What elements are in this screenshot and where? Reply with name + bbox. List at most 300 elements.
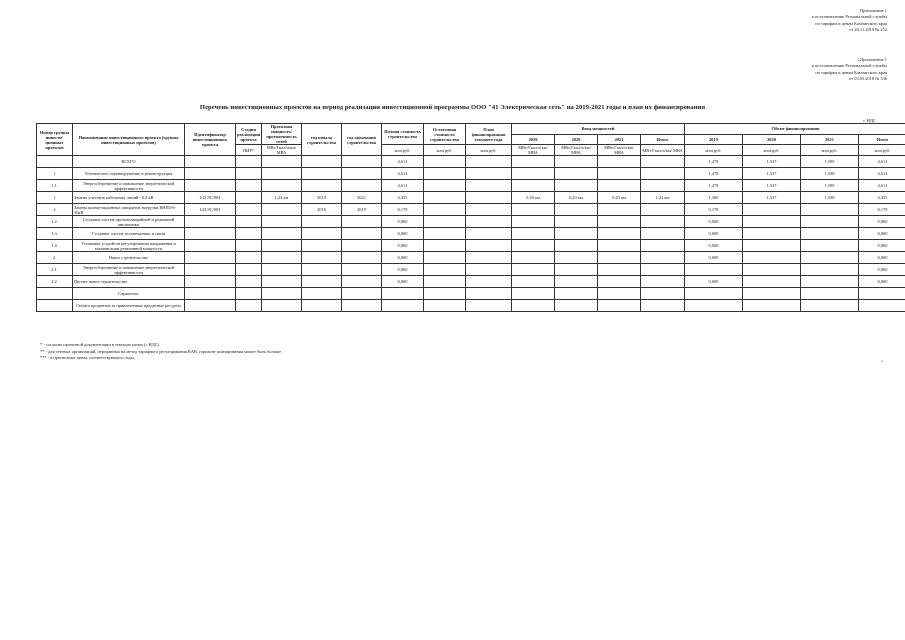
row-plan-current (466, 288, 512, 300)
row-ci-total (641, 288, 685, 300)
row-capacity (262, 300, 302, 312)
unit-ci-2020: МВт/Гкал/ч/км/ МВА (555, 145, 598, 156)
row-ci-2020 (555, 240, 598, 252)
row-name: Энергосбережение и повышение энергетической эффективности (73, 180, 185, 192)
row-capacity (262, 264, 302, 276)
row-stage (236, 276, 262, 288)
row-full-cost (382, 288, 424, 300)
row-plan-current (466, 204, 512, 216)
table-body (37, 156, 905, 312)
row-capacity: 1,24 км (262, 192, 302, 204)
row-name: Установка устройств регулирования напряжения и компенсации реактивной мощности (73, 240, 185, 252)
footnotes (40, 342, 281, 362)
row-ci-2020 (555, 156, 598, 168)
row-ci-2021 (598, 216, 641, 228)
row-ci-2020 (555, 252, 598, 264)
row-ci-2020: 0,43 км (555, 192, 598, 204)
col-header-plan-current: План финансирования текущего года (466, 124, 512, 145)
row-f-2020 (743, 216, 801, 228)
row-f-total (859, 300, 905, 312)
row-end-year: 2019 (342, 204, 382, 216)
row-plan-current (466, 180, 512, 192)
row-f-2020 (743, 240, 801, 252)
row-ci-2021 (598, 168, 641, 180)
col-header-ci-2019: 2019 (512, 134, 555, 145)
row-id (185, 276, 236, 288)
row-end-year (342, 252, 382, 264)
row-f-total (859, 288, 905, 300)
row-f-2019: 1,478 (685, 168, 743, 180)
row-start-year (302, 252, 342, 264)
row-capacity (262, 156, 302, 168)
row-ci-2019 (512, 180, 555, 192)
row-ci-total (641, 204, 685, 216)
row-id (185, 216, 236, 228)
row-num (37, 300, 73, 312)
table-row (37, 288, 905, 300)
row-f-2020 (743, 264, 801, 276)
col-header-f-2020: 2020 (743, 134, 801, 145)
row-num (37, 288, 73, 300)
unit-f-2021: млн.руб. (801, 145, 859, 156)
row-ci-2019: 0,38 км (512, 192, 555, 204)
row-name: Замена коммутационных аппаратов нагрузки ВНП3-6-10кВ (73, 204, 185, 216)
row-name: ВСЕГО (73, 156, 185, 168)
col-header-ci-2021: 2021 (598, 134, 641, 145)
row-f-2019: 0,000 (685, 276, 743, 288)
row-end-year: 2021 (342, 192, 382, 204)
row-ci-total (641, 228, 685, 240)
row-full-cost: 4,612 (382, 180, 424, 192)
row-ci-total (641, 180, 685, 192)
row-plan-current (466, 168, 512, 180)
row-ci-2019 (512, 300, 555, 312)
row-ci-2019 (512, 288, 555, 300)
row-f-total: 4,612 (859, 156, 905, 168)
row-id (185, 300, 236, 312)
row-num: 1.2. (37, 216, 73, 228)
row-remaining-cost (424, 264, 466, 276)
row-end-year (342, 276, 382, 288)
col-header-financing-volume: Объем финансирования (685, 124, 905, 135)
row-f-2020: 1,537 (743, 168, 801, 180)
row-stage (236, 180, 262, 192)
row-remaining-cost (424, 288, 466, 300)
row-ci-2021 (598, 228, 641, 240)
row-f-2019: 0,000 (685, 252, 743, 264)
row-num: 2.2. (37, 276, 73, 288)
row-ci-2021 (598, 264, 641, 276)
row-ci-2020 (555, 204, 598, 216)
row-name: Замена участков кабельных линий - 0,4 кВ (73, 192, 185, 204)
row-capacity (262, 288, 302, 300)
row-start-year (302, 156, 342, 168)
row-f-2019 (685, 288, 743, 300)
footnote: ** - для сетевых организаций, переданных на метод тарифного регулирования RAB, горизонт планирования может быть больше (40, 348, 282, 354)
row-stage (236, 192, 262, 204)
row-id (185, 252, 236, 264)
unit-ci-2021: МВт/Гкал/ч/км/ МВА (598, 145, 641, 156)
row-ci-2021 (598, 180, 641, 192)
table-row (37, 264, 905, 276)
row-ci-total: 1,24 км (641, 192, 685, 204)
row-f-total: 0,000 (859, 264, 905, 276)
unit-f-total: млн.руб. (859, 145, 905, 156)
col-header-num: Номер группы инвести-ционных проектов (37, 124, 73, 156)
row-plan-current (466, 216, 512, 228)
row-f-2020: 1,537 (743, 180, 801, 192)
row-plan-current (466, 228, 512, 240)
col-header-capacity-input: Ввод мощностей (512, 124, 685, 135)
row-f-2019 (685, 300, 743, 312)
row-f-2021 (801, 264, 859, 276)
row-f-2021: 1,598 (801, 192, 859, 204)
row-capacity (262, 276, 302, 288)
row-stage (236, 264, 262, 276)
row-plan-current (466, 264, 512, 276)
row-f-total: 0,178 (859, 204, 905, 216)
row-remaining-cost (424, 252, 466, 264)
row-full-cost: 0,000 (382, 264, 424, 276)
row-id: I/41ЭС/003 (185, 204, 236, 216)
col-header-end-year: год окончания строительства (342, 124, 382, 156)
row-id (185, 156, 236, 168)
row-ci-2021: 0,43 км (598, 192, 641, 204)
row-start-year: 2019 (302, 192, 342, 204)
row-f-total: 4,435 (859, 192, 905, 204)
row-name: Создание систем противоаварийной и режимной автоматики (73, 216, 185, 228)
table-row (37, 180, 905, 192)
row-ci-2019 (512, 240, 555, 252)
row-full-cost: 0,000 (382, 252, 424, 264)
row-stage (236, 300, 262, 312)
row-start-year (302, 240, 342, 252)
row-start-year (302, 300, 342, 312)
row-id (185, 228, 236, 240)
row-full-cost (382, 300, 424, 312)
row-f-2021 (801, 216, 859, 228)
row-ci-2019 (512, 252, 555, 264)
col-header-start-year: год начала строительства (302, 124, 342, 156)
col-header-ci-2020: 2020 (555, 134, 598, 145)
row-f-2020 (743, 228, 801, 240)
table-row (37, 228, 905, 240)
row-remaining-cost (424, 300, 466, 312)
row-start-year (302, 180, 342, 192)
unit-plan-current: млн.руб. (466, 145, 512, 156)
header-top-line: по тарифам и ценам Камчатского края (815, 20, 887, 26)
row-id (185, 168, 236, 180)
row-ci-total (641, 276, 685, 288)
header-second-line: «Приложение 1 (857, 57, 887, 62)
row-f-total: 0,000 (859, 276, 905, 288)
row-end-year (342, 180, 382, 192)
row-f-total: 0,000 (859, 240, 905, 252)
row-id (185, 264, 236, 276)
row-num: 1.1. (37, 180, 73, 192)
row-start-year (302, 216, 342, 228)
row-plan-current (466, 156, 512, 168)
row-num: 1 (37, 168, 73, 180)
row-capacity (262, 204, 302, 216)
table-row (37, 168, 905, 180)
row-ci-total (641, 252, 685, 264)
row-ci-2020 (555, 228, 598, 240)
row-end-year (342, 288, 382, 300)
row-f-2019: 1,478 (685, 180, 743, 192)
row-stage (236, 204, 262, 216)
row-f-2020 (743, 252, 801, 264)
row-f-2021 (801, 300, 859, 312)
row-num: 1.4. (37, 240, 73, 252)
unit-full-cost: млн.руб. (382, 145, 424, 156)
row-f-2020 (743, 300, 801, 312)
row-end-year (342, 228, 382, 240)
header-second-line: от 03.05.2018 № 336 (849, 75, 887, 81)
col-header-name: Наименование инвестиционного проекта (группы инвестиционных проектов) (73, 124, 185, 156)
row-start-year (302, 288, 342, 300)
row-ci-2019 (512, 204, 555, 216)
unit-ci-total: МВт/Гкал/ч/км/ МВА (641, 145, 685, 156)
unit-stage: ПИР* (236, 145, 262, 156)
row-stage (236, 156, 262, 168)
row-full-cost: 4,612 (382, 156, 424, 168)
table-row (37, 192, 905, 204)
table-row (37, 276, 905, 288)
row-f-2020 (743, 276, 801, 288)
row-stage (236, 228, 262, 240)
footnote: * - согласно проектной документации в текущих ценах (с НДС) (40, 342, 160, 347)
col-header-ci-total: Итого (641, 134, 685, 145)
row-ci-2020 (555, 300, 598, 312)
row-remaining-cost (424, 168, 466, 180)
header-second-line: к постановлению Региональной службы (811, 63, 887, 69)
footnote: *** - в прогнозных ценах соответствующего года» (40, 355, 135, 361)
col-header-id: Идентификатор инвестиционного проекта (185, 124, 236, 156)
row-end-year (342, 300, 382, 312)
row-num: 2 (37, 204, 73, 216)
row-ci-2021 (598, 252, 641, 264)
row-f-2019 (685, 264, 743, 276)
row-ci-2019 (512, 228, 555, 240)
row-ci-total (641, 156, 685, 168)
row-name: Оплата процентов за привлеченные кредитные ресурсы (73, 300, 185, 312)
row-ci-2020 (555, 180, 598, 192)
table-row (37, 216, 905, 228)
row-remaining-cost (424, 228, 466, 240)
row-f-2021 (801, 252, 859, 264)
header-previous-approval-block (737, 57, 887, 82)
row-plan-current (466, 192, 512, 204)
row-ci-total (641, 264, 685, 276)
row-f-total: 4,612 (859, 180, 905, 192)
row-ci-2020 (555, 168, 598, 180)
row-ci-total (641, 240, 685, 252)
row-ci-2020 (555, 288, 598, 300)
row-remaining-cost (424, 180, 466, 192)
row-num: 2.1. (37, 264, 73, 276)
row-name: Энергосбережение и повышение энергетической эффективности (73, 264, 185, 276)
row-capacity (262, 228, 302, 240)
row-f-2020: 1,537 (743, 156, 801, 168)
row-start-year (302, 228, 342, 240)
unit-ci-2019: МВт/Гкал/ч/км/ МВА (512, 145, 555, 156)
row-remaining-cost (424, 204, 466, 216)
row-id (185, 180, 236, 192)
row-ci-total (641, 168, 685, 180)
row-start-year (302, 168, 342, 180)
row-f-2019: 0,000 (685, 240, 743, 252)
row-stage (236, 252, 262, 264)
row-f-total: 0,000 (859, 216, 905, 228)
row-capacity (262, 180, 302, 192)
table-row (37, 156, 905, 168)
row-ci-2021 (598, 300, 641, 312)
row-ci-2020 (555, 216, 598, 228)
row-start-year (302, 264, 342, 276)
row-name: Техническое перевооружение и реконструкция (73, 168, 185, 180)
header-top-line: к постановлению Региональной службы (811, 14, 887, 20)
row-stage (236, 168, 262, 180)
row-ci-total (641, 300, 685, 312)
row-full-cost: 0,000 (382, 228, 424, 240)
row-ci-2020 (555, 276, 598, 288)
row-ci-2020 (555, 264, 598, 276)
row-f-2021: 1,598 (801, 156, 859, 168)
table-row (37, 240, 905, 252)
col-header-f-total: Итого (859, 134, 905, 145)
row-full-cost: 4,612 (382, 168, 424, 180)
row-ci-2019 (512, 276, 555, 288)
row-remaining-cost (424, 240, 466, 252)
col-header-remaining-cost: Остаточная стоимость строительства (424, 124, 466, 145)
row-num: 1 (37, 192, 73, 204)
row-ci-2021 (598, 204, 641, 216)
col-header-f-2021: 2021 (801, 134, 859, 145)
investment-projects-table (36, 123, 905, 312)
row-remaining-cost (424, 216, 466, 228)
row-plan-current (466, 300, 512, 312)
row-num: 1.3. (37, 228, 73, 240)
table-header (37, 124, 905, 156)
col-header-full-cost: Полная стоимость строительства (382, 124, 424, 145)
row-ci-2019 (512, 216, 555, 228)
row-f-2019: 0,178 (685, 204, 743, 216)
row-ci-2019 (512, 156, 555, 168)
row-f-total: 0,000 (859, 228, 905, 240)
unit-remaining-cost: млн.руб. (424, 145, 466, 156)
row-full-cost: 0,000 (382, 240, 424, 252)
row-stage (236, 216, 262, 228)
header-top-line: Приложение 1 (860, 8, 887, 13)
row-num: 2. (37, 252, 73, 264)
row-name: Справочно: (73, 288, 185, 300)
row-num (37, 156, 73, 168)
row-f-2019: 0,000 (685, 228, 743, 240)
document-title: Перечень инвестиционных проектов на период реализации инвестиционной программы ООО "41 Электрическая сеть" на 2019-2021 годы и план их финансирования (199, 104, 706, 111)
row-capacity (262, 252, 302, 264)
row-ci-2019 (512, 264, 555, 276)
row-plan-current (466, 252, 512, 264)
row-end-year (342, 216, 382, 228)
row-stage (236, 288, 262, 300)
row-f-2021 (801, 288, 859, 300)
header-approval-block (737, 8, 887, 33)
row-f-2020: 1,537 (743, 192, 801, 204)
row-plan-current (466, 276, 512, 288)
row-capacity (262, 216, 302, 228)
row-end-year (342, 264, 382, 276)
row-ci-2019 (512, 168, 555, 180)
header-second-line: по тарифам и ценам Камчатского края (815, 69, 887, 75)
row-f-2019: 1,478 (685, 156, 743, 168)
row-f-2021: 1,598 (801, 180, 859, 192)
row-ci-2021 (598, 276, 641, 288)
row-ci-2021 (598, 288, 641, 300)
row-f-total: 4,612 (859, 168, 905, 180)
row-id: I/41ЭС/004 (185, 192, 236, 204)
unit-f-2020: млн.руб. (743, 145, 801, 156)
row-f-2021 (801, 276, 859, 288)
unit-label: с НДС (863, 118, 876, 123)
row-end-year (342, 156, 382, 168)
row-name: Создание систем телемеханики и связи (73, 228, 185, 240)
row-start-year: 2016 (302, 204, 342, 216)
row-plan-current (466, 240, 512, 252)
row-start-year (302, 276, 342, 288)
row-f-2019: 1,300 (685, 192, 743, 204)
row-capacity (262, 168, 302, 180)
row-stage (236, 240, 262, 252)
row-full-cost: 0,000 (382, 216, 424, 228)
row-f-2021 (801, 240, 859, 252)
row-ci-2021 (598, 240, 641, 252)
col-header-f-2019: 2019 (685, 134, 743, 145)
row-ci-total (641, 216, 685, 228)
row-f-total: 0,000 (859, 252, 905, 264)
row-capacity (262, 240, 302, 252)
row-remaining-cost (424, 192, 466, 204)
row-f-2021: 1,598 (801, 168, 859, 180)
row-f-2021 (801, 204, 859, 216)
unit-capacity: МВт/Гкал/ч/км/ МВА (262, 145, 302, 156)
row-name: Прочее новое строительство (73, 276, 185, 288)
row-name: Новое строительство (73, 252, 185, 264)
row-id (185, 288, 236, 300)
header-top-line: от 20.11.2019 № 252 (849, 26, 887, 32)
row-end-year (342, 168, 382, 180)
unit-f-2019: млн.руб. (685, 145, 743, 156)
row-f-2020 (743, 204, 801, 216)
row-remaining-cost (424, 156, 466, 168)
row-full-cost: 0,000 (382, 276, 424, 288)
table-row (37, 300, 905, 312)
col-header-capacity: Проектная мощность/ протяженность сетей (262, 124, 302, 145)
row-f-2019: 0,000 (685, 216, 743, 228)
table-row (37, 252, 905, 264)
col-header-stage: Стадия реализации проекта (236, 124, 262, 145)
row-f-2021 (801, 228, 859, 240)
row-ci-2021 (598, 156, 641, 168)
row-id (185, 240, 236, 252)
row-end-year (342, 240, 382, 252)
row-full-cost: 4,435 (382, 192, 424, 204)
row-full-cost: 0,178 (382, 204, 424, 216)
row-remaining-cost (424, 276, 466, 288)
closing-quote-mark: » (881, 358, 883, 363)
row-f-2020 (743, 288, 801, 300)
table-row (37, 204, 905, 216)
